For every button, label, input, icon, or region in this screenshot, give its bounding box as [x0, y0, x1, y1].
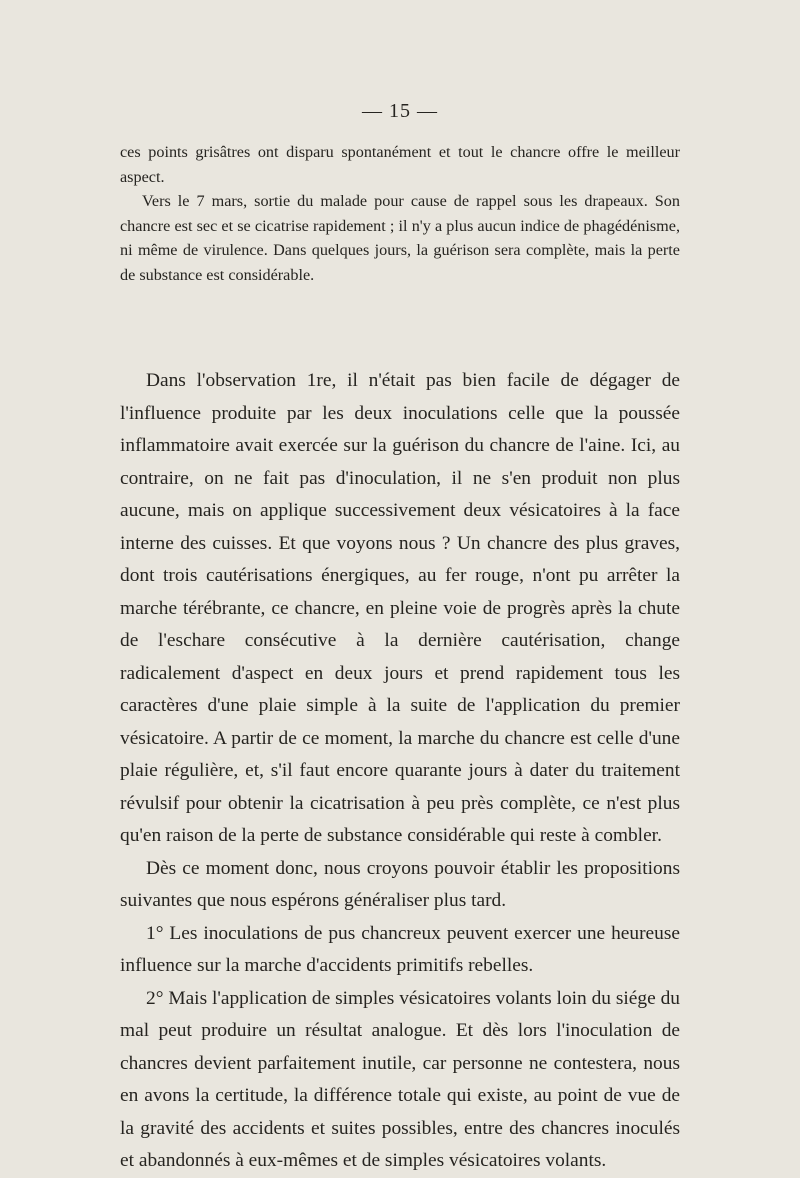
proposition-2: 2° Mais l'application de simples vésicatoires volants loin du siége du mal peut produire un résultat analogue. Et dès lors l'inoculation de chancres devient parfaitement inutile, car personne ne contestera, nous en avons la certitude, la différence totale qui existe, au point de vue de la gravité des accidents et suites possibles, entre des chancres inoculés et abandonnés à eux-mêmes et de simples vésicatoires volants. — [120, 987, 680, 1171]
small-paragraph-2: Vers le 7 mars, sortie du malade pour cause de rappel sous les drapeaux. Son chancre est sec et se cicatrise rapidement ; il n'y a plus aucun indice de phagédénisme, ni même de virulence. Dans quelques jours, la guérison sera complète, mais la perte de substance est considérable. — [120, 192, 680, 284]
small-print-section — [120, 140, 680, 288]
main-paragraph-1: Dans l'observation 1re, il n'était pas bien facile de dégager de l'influence produite par les deux inoculations celle que la poussée inflammatoire avait exercée sur la guérison du chancre de l'aine. Ici, au contraire, on ne fait pas d'inoculation, il ne s'en produit non plus aucune, mais on applique successivement deux vésicatoires à la face interne des cuisses. Et que voyons nous ? Un chancre des plus graves, dont trois cautérisations énergiques, au fer rouge, n'ont pu arrêter la marche térébrante, ce chancre, en pleine voie de progrès après la chute de l'eschare consécutive à la dernière cautérisation, change radicalement d'aspect en deux jours et prend rapidement tous les caractères d'une plaie simple à la suite de l'application du premier vésicatoire. A partir de ce moment, la marche du chancre est celle d'une plaie régulière, et, s'il faut encore quarante jours à dater du traitement révulsif pour obtenir la cicatrisation à peu près complète, ce n'est plus qu'en raison de la perte de substance considérable qui reste à combler. — [120, 370, 680, 846]
main-paragraph-2: Dès ce moment donc, nous croyons pouvoir établir les propositions suivantes que nous espérons généraliser plus tard. — [120, 857, 680, 911]
page-number: — 15 — — [362, 100, 438, 122]
main-text-section — [120, 365, 680, 1178]
small-paragraph-1: ces points grisâtres ont disparu spontanément et tout le chancre offre le meilleur aspect. — [120, 143, 680, 186]
proposition-1: 1° Les inoculations de pus chancreux peuvent exercer une heureuse influence sur la marche d'accidents primitifs rebelles. — [120, 922, 680, 976]
